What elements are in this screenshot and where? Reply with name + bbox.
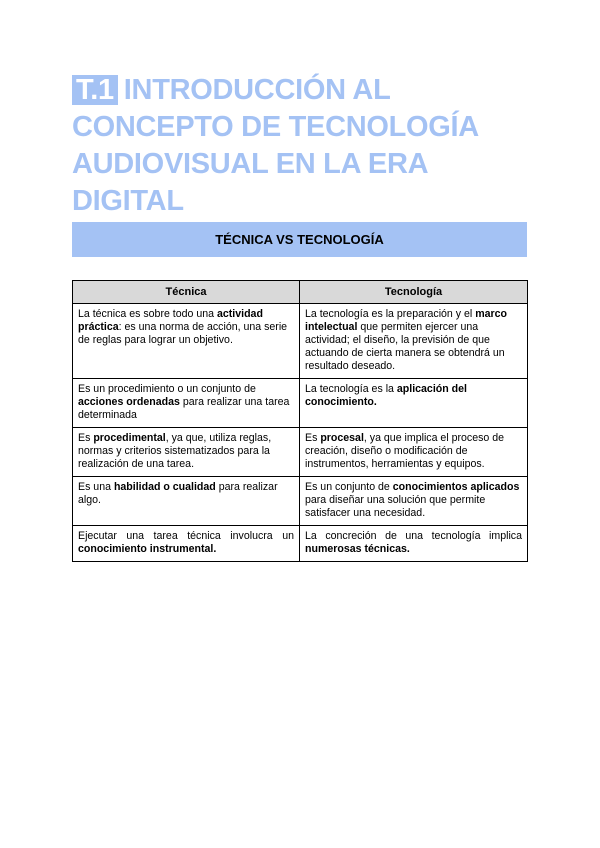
table-row	[73, 379, 528, 428]
bold-text: marco intelectual	[305, 308, 507, 333]
cell-text: para realizar algo.	[78, 481, 278, 506]
bold-text: aplicación del conocimiento.	[305, 383, 467, 408]
cell-tecnica	[73, 526, 300, 562]
bold-text: actividad práctica	[78, 308, 263, 333]
table-body	[73, 304, 528, 562]
cell-text: , ya que, utiliza reglas, normas y criterios sistematizados para la realización de una tarea.	[78, 432, 272, 470]
cell-tecnologia	[300, 304, 528, 379]
header-tecnologia: Tecnología	[300, 281, 528, 304]
table-row	[73, 428, 528, 477]
bold-text: acciones ordenadas	[78, 396, 180, 408]
cell-tecnologia	[300, 477, 528, 526]
cell-text: Es	[78, 432, 94, 444]
cell-tecnologia	[300, 379, 528, 428]
cell-text: Es un procedimiento o un conjunto de	[78, 383, 256, 395]
title-text: INTRODUCCIÓN AL CONCEPTO DE TECNOLOGÍA AUDIOVISUAL EN LA ERA DIGITAL	[72, 74, 478, 217]
comparison-table	[72, 280, 528, 562]
cell-text: : es una norma de acción, una serie de reglas para lograr un objetivo.	[78, 321, 288, 346]
cell-text: Es	[305, 432, 321, 444]
cell-text: La técnica es sobre todo una	[78, 308, 217, 320]
cell-text: para diseñar una solución que permite satisfacer una necesidad.	[305, 494, 486, 519]
bold-text: conocimiento instrumental.	[78, 543, 217, 555]
section-banner	[72, 222, 527, 257]
cell-tecnica	[73, 477, 300, 526]
cell-tecnica	[73, 379, 300, 428]
table-row	[73, 477, 528, 526]
cell-text: Ejecutar una tarea técnica involucra un	[78, 530, 294, 542]
page-title	[72, 72, 542, 220]
cell-text: Es un conjunto de	[305, 481, 393, 493]
cell-text: La concreción de una tecnología implica	[305, 530, 522, 542]
cell-tecnica	[73, 304, 300, 379]
table-row	[73, 526, 528, 562]
table-header-row	[73, 281, 528, 304]
bold-text: procesal	[320, 432, 364, 444]
bold-text: numerosas técnicas.	[305, 543, 410, 555]
section-banner-label: TÉCNICA VS TECNOLOGÍA	[215, 232, 384, 247]
cell-text: que permiten ejercer una actividad; el diseño, la previsión de que actuando de cierta manera se obtendrá un resultado deseado.	[305, 321, 505, 372]
cell-tecnologia	[300, 526, 528, 562]
cell-text: para realizar una tarea determinada	[78, 396, 290, 421]
cell-text: Es una	[78, 481, 114, 493]
cell-tecnologia	[300, 428, 528, 477]
header-tecnica: Técnica	[73, 281, 300, 304]
cell-text: La tecnología es la	[305, 383, 397, 395]
bold-text: habilidad o cualidad	[113, 481, 216, 493]
cell-text: , ya que implica el proceso de creación, diseño o modificación de instrumentos, herramientas y equipos.	[305, 432, 505, 470]
chapter-badge: T.1	[72, 75, 118, 105]
cell-tecnica	[73, 428, 300, 477]
bold-text: procedimental	[93, 432, 166, 444]
bold-text: conocimientos aplicados	[392, 481, 520, 493]
table-row	[73, 304, 528, 379]
cell-text: La tecnología es la preparación y el	[305, 308, 476, 320]
